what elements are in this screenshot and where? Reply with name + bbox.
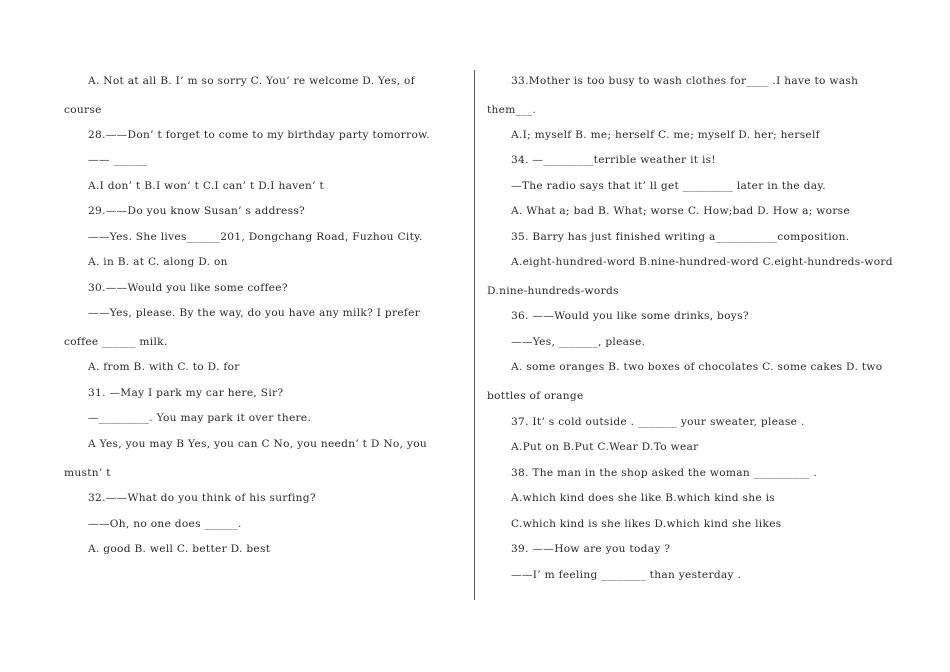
text-line: 39. ——How are you today ?	[511, 543, 671, 555]
text-line: 35. Barry has just finished writing a___________composition.	[511, 231, 850, 243]
text-line: 31. —May I park my car here, Sir?	[88, 387, 284, 399]
text-line: A.Put on B.Put C.Wear D.To wear	[511, 441, 699, 453]
text-line: —— ______	[88, 154, 148, 166]
text-line: 28.——Don’ t forget to come to my birthday party tomorrow.	[88, 129, 430, 141]
text-line: 34. —_________terrible weather it is!	[511, 154, 716, 166]
text-line: ——Yes, please. By the way, do you have any milk? I prefer	[88, 307, 421, 319]
text-line: A.eight-hundred-word B.nine-hundred-word C.eight-hundreds-word	[511, 256, 893, 268]
text-line: coffee ______ milk.	[64, 336, 168, 348]
text-line: 32.——What do you think of his surfing?	[88, 492, 316, 504]
text-line: 33.Mother is too busy to wash clothes for____ .I have to wash	[511, 75, 859, 87]
text-line: A. What a; bad B. What; worse C. How;bad D. How a; worse	[511, 205, 850, 217]
text-line: —The radio says that it’ ll get _________ later in the day.	[511, 180, 826, 192]
text-line: —_________. You may park it over there.	[88, 412, 312, 424]
text-line: A. some oranges B. two boxes of chocolates C. some cakes D. two	[511, 361, 883, 373]
text-line: A. from B. with C. to D. for	[88, 361, 240, 373]
text-line: C.which kind is she likes D.which kind she likes	[511, 518, 782, 530]
text-line: 36. ——Would you like some drinks, boys?	[511, 310, 749, 322]
text-line: ——Yes, _______, please.	[511, 336, 646, 348]
text-line: ——I’ m feeling ________ than yesterday .	[511, 569, 742, 581]
column-divider	[474, 70, 475, 600]
text-line: 29.——Do you know Susan’ s address?	[88, 205, 306, 217]
text-line: course	[64, 104, 102, 116]
text-line: A. Not at all B. I’ m so sorry C. You’ re welcome D. Yes, of	[88, 75, 415, 87]
text-line: D.nine-hundreds-words	[487, 285, 619, 297]
text-line: A. good B. well C. better D. best	[88, 543, 271, 555]
text-line: them___.	[487, 104, 537, 116]
text-line: ——Oh, no one does ______.	[88, 518, 242, 530]
text-line: ——Yes. She lives______201, Dongchang Road, Fuzhou City.	[88, 231, 423, 243]
text-line: mustn’ t	[64, 467, 111, 479]
text-line: A.I; myself B. me; herself C. me; myself D. her; herself	[511, 129, 820, 141]
text-line: 30.——Would you like some coffee?	[88, 282, 288, 294]
text-line: A. in B. at C. along D. on	[88, 256, 228, 268]
text-line: A Yes, you may B Yes, you can C No, you needn’ t D No, you	[88, 438, 428, 450]
text-line: 37. It’ s cold outside . _______ your sweater, please .	[511, 416, 805, 428]
text-line: A.which kind does she like B.which kind she is	[511, 492, 776, 504]
text-line: 38. The man in the shop asked the woman __________ .	[511, 467, 817, 479]
text-line: bottles of orange	[487, 390, 584, 402]
text-line: A.I don’ t B.I won’ t C.I can’ t D.I haven’ t	[88, 180, 325, 192]
